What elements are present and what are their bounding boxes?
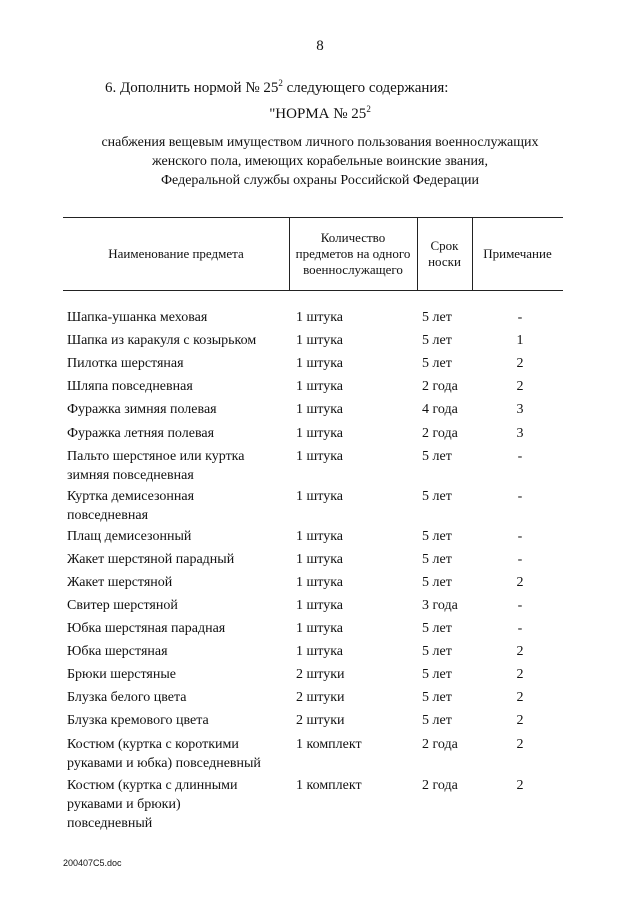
header-term <box>417 218 472 290</box>
item-term: 5 лет <box>422 713 452 728</box>
item-name: Куртка демисезонная повседневная <box>67 489 195 523</box>
item-term: 2 года <box>422 737 458 752</box>
item-term: 5 лет <box>422 489 452 504</box>
intro-text: 6. Дополнить нормой № 25 <box>105 80 279 96</box>
item-term: 4 года <box>422 402 458 417</box>
item-name: Пилотка шерстяная <box>67 356 184 371</box>
header-note <box>472 218 563 290</box>
item-qty: 1 штука <box>296 598 344 613</box>
intro-text-after: следующего содержания: <box>282 80 449 96</box>
item-note: 2 <box>516 713 524 728</box>
header-note-text: Примечание <box>483 246 552 261</box>
subtitle-line: Федеральной службы охраны Российской Федерации <box>160 173 480 188</box>
norm-subtitle <box>40 133 600 190</box>
item-name: Блузка белого цвета <box>67 690 187 705</box>
item-term: 5 лет <box>422 310 452 325</box>
item-term: 5 лет <box>422 449 452 464</box>
item-name: Свитер шерстяной <box>67 598 178 613</box>
norm-title-text: "НОРМА № 25 <box>269 106 367 122</box>
item-qty: 1 штука <box>296 310 344 325</box>
item-name: Шляпа повседневная <box>67 379 193 394</box>
item-term: 2 года <box>422 426 458 441</box>
item-term: 5 лет <box>422 644 452 659</box>
item-qty: 1 штука <box>296 426 344 441</box>
item-note: 2 <box>516 356 524 371</box>
item-note: 3 <box>516 402 524 417</box>
item-note: 2 <box>516 379 524 394</box>
header-qty-text: Количество предметов на одного военнослужащего <box>295 230 411 277</box>
item-note: 2 <box>516 667 524 682</box>
item-name: Костюм (куртка с короткими рукавами и юбка) повседневный <box>67 737 261 771</box>
item-name: Юбка шерстяная парадная <box>67 621 226 636</box>
item-name: Пальто шерстяное или куртка зимняя повседневная <box>67 449 245 483</box>
intro-paragraph <box>105 80 448 97</box>
item-qty: 2 штуки <box>296 713 345 728</box>
item-name: Юбка шерстяная <box>67 644 168 659</box>
item-qty: 1 штука <box>296 621 344 636</box>
item-name: Фуражка зимняя полевая <box>67 402 217 417</box>
item-term: 5 лет <box>422 690 452 705</box>
page-number: 8 <box>316 38 324 54</box>
header-qty <box>289 218 417 290</box>
item-note: - <box>517 529 523 544</box>
item-qty: 2 штуки <box>296 667 345 682</box>
item-qty: 1 штука <box>296 575 344 590</box>
item-name: Брюки шерстяные <box>67 667 176 682</box>
item-note: 3 <box>516 426 524 441</box>
item-term: 5 лет <box>422 575 452 590</box>
item-qty: 1 штука <box>296 356 344 371</box>
item-name: Костюм (куртка с длинными рукавами и брюки) повседневный <box>67 778 238 831</box>
item-name: Блузка кремового цвета <box>67 713 209 728</box>
item-qty: 1 штука <box>296 449 344 464</box>
item-qty: 1 комплект <box>296 778 362 793</box>
item-note: - <box>517 449 523 464</box>
header-name-text: Наименование предмета <box>108 246 244 261</box>
item-term: 5 лет <box>422 621 452 636</box>
table-header <box>63 217 563 291</box>
norm-title <box>0 106 640 123</box>
item-qty: 1 штука <box>296 402 344 417</box>
item-note: 2 <box>516 690 524 705</box>
document-code: 200407C5.doc <box>63 858 122 868</box>
item-term: 5 лет <box>422 333 452 348</box>
header-name <box>63 218 289 290</box>
item-term: 5 лет <box>422 667 452 682</box>
item-qty: 1 штука <box>296 379 344 394</box>
item-note: - <box>517 621 523 636</box>
header-term-text: Срок носки <box>428 238 461 269</box>
item-term: 2 года <box>422 379 458 394</box>
item-note: - <box>517 489 523 504</box>
item-name: Фуражка летняя полевая <box>67 426 215 441</box>
item-note: - <box>517 310 523 325</box>
intro-superscript: 2 <box>278 78 283 88</box>
item-note: 2 <box>516 737 524 752</box>
item-qty: 1 штука <box>296 644 344 659</box>
item-name: Шапка-ушанка меховая <box>67 310 208 325</box>
item-term: 2 года <box>422 778 458 793</box>
item-name: Плащ демисезонный <box>67 529 192 544</box>
item-qty: 1 комплект <box>296 737 362 752</box>
item-note: 1 <box>516 333 524 348</box>
norm-title-superscript: 2 <box>366 104 371 114</box>
item-note: 2 <box>516 575 524 590</box>
item-term: 5 лет <box>422 552 452 567</box>
item-term: 5 лет <box>422 356 452 371</box>
item-qty: 2 штуки <box>296 690 345 705</box>
subtitle-line: снабжения вещевым имуществом личного пользования военнослужащих <box>101 135 539 150</box>
item-note: 2 <box>516 778 524 793</box>
item-name: Жакет шерстяной <box>67 575 173 590</box>
item-note: - <box>517 552 523 567</box>
subtitle-line: женского пола, имеющих корабельные воинские звания, <box>152 154 488 169</box>
item-qty: 1 штука <box>296 333 344 348</box>
item-qty: 1 штука <box>296 489 344 504</box>
item-qty: 1 штука <box>296 529 344 544</box>
item-note: - <box>517 598 523 613</box>
item-qty: 1 штука <box>296 552 344 567</box>
item-note: 2 <box>516 644 524 659</box>
item-name: Шапка из каракуля с козырьком <box>67 333 257 348</box>
item-name: Жакет шерстяной парадный <box>67 552 235 567</box>
item-term: 5 лет <box>422 529 452 544</box>
item-term: 3 года <box>422 598 458 613</box>
